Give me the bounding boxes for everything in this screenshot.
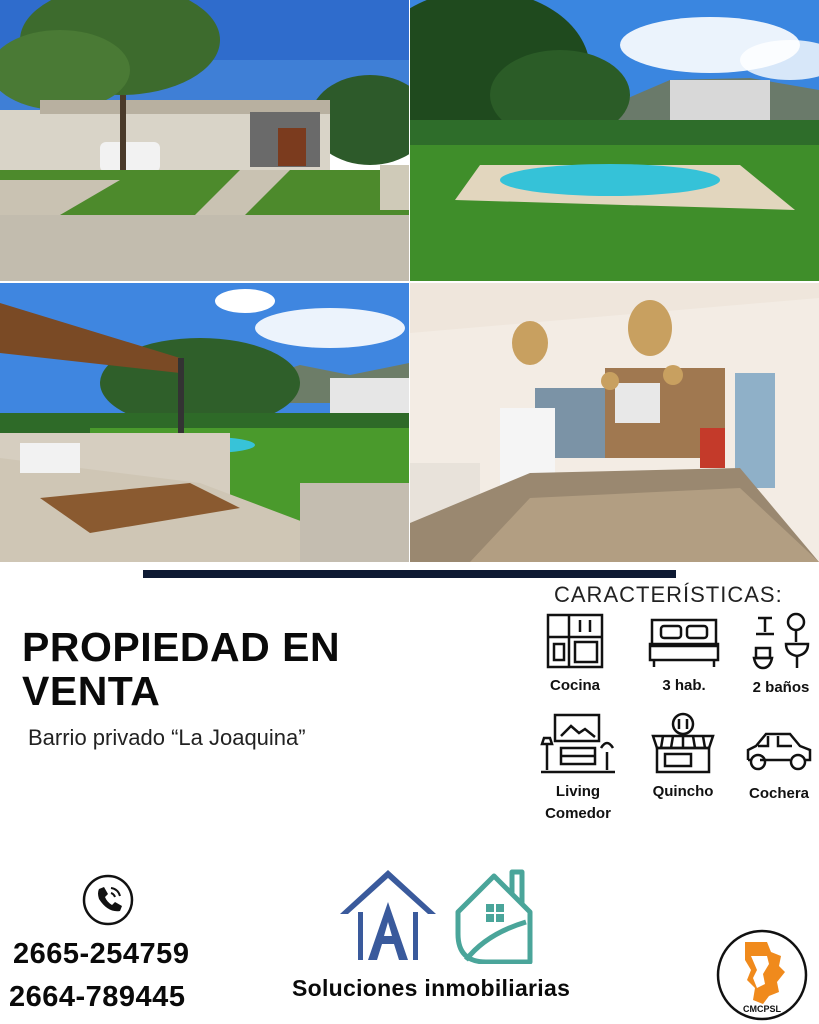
- feature-bedrooms: [644, 612, 724, 696]
- company-name: Soluciones inmobiliarias: [292, 975, 571, 1001]
- quincho-icon: [649, 712, 717, 776]
- seal-text: CMCPSL: [743, 1004, 781, 1014]
- feature-kitchen-label: Cocina: [549, 677, 600, 694]
- kitchen-icon: [545, 612, 605, 670]
- headline-line1: PROPIEDAD EN: [22, 624, 341, 670]
- association-seal-icon: [715, 928, 809, 1022]
- bed-icon: [647, 612, 721, 670]
- feature-bathrooms-label: 2 baños: [752, 679, 810, 696]
- headline-line2: VENTA: [22, 668, 161, 714]
- living-room-icon: [539, 712, 617, 776]
- neighborhood-subtitle: Barrio privado “La Joaquina”: [28, 725, 306, 750]
- photo-pergola-deck: [0, 283, 409, 562]
- photo-pool-garden: [410, 0, 819, 281]
- phone-number-2[interactable]: 2664-789445: [9, 981, 186, 1013]
- feature-bedrooms-label: 3 hab.: [662, 677, 706, 694]
- feature-dining-label: Comedor: [545, 805, 611, 822]
- car-icon: [744, 726, 814, 778]
- feature-living-dining: [533, 712, 623, 824]
- feature-quincho-label: Quincho: [652, 783, 714, 800]
- phone-icon: [82, 874, 134, 926]
- feature-quincho: [640, 712, 726, 802]
- listing-headline: [22, 625, 442, 713]
- feature-living-label: Living: [555, 783, 601, 800]
- section-divider: [143, 570, 676, 578]
- house-logo-icon: [336, 864, 546, 964]
- feature-garage: [740, 726, 818, 804]
- feature-kitchen: [538, 612, 612, 696]
- photo-house-front: [0, 0, 409, 281]
- features-title: CARACTERÍSTICAS:: [554, 582, 783, 607]
- phone-number-1[interactable]: 2665-254759: [13, 938, 190, 970]
- feature-garage-label: Cochera: [748, 785, 810, 802]
- bathroom-icon: [750, 612, 812, 672]
- feature-bathrooms: [745, 612, 817, 698]
- photo-interior-living: [410, 283, 819, 562]
